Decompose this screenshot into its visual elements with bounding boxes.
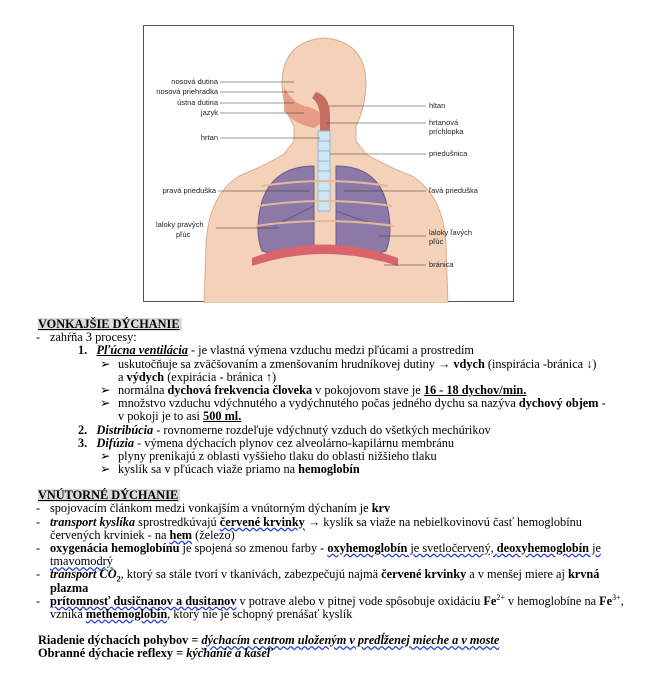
label-right-lung-lobes: laloky pravých (156, 220, 204, 229)
inner-heading: VNÚTORNÉ DÝCHANIE (38, 488, 179, 503)
label-nasal-septum: nosová priehradka (156, 87, 218, 96)
outer-intro: zahŕňa 3 procesy: (50, 330, 137, 345)
process-2: 2. Distribúcia - rovnomerne rozdeľuje vdýchnutý vzduch do všetkých mechúrikov (78, 422, 491, 437)
label-trachea: priedušnica (429, 149, 468, 158)
inner-line-1: - spojovacím článkom medzi vonkajším a vnútorným dýchaním je krv (36, 501, 391, 516)
bullet-volume: ➢ množstvo vzduchu vdýchnutého a vydýchnutého počas jedného dychu sa nazýva dychový objem - (100, 396, 606, 411)
label-left-lung-lobes: laloky ľavých (429, 228, 473, 237)
respiratory-system-figure (143, 25, 514, 302)
label-epiglottis: hrtanová (429, 118, 459, 127)
footer-line-2: Obranné dýchacie reflexy = kýchanie a kašeľ (38, 646, 274, 661)
bullet-frequency: ➢ normálna dychová frekvencia človeka v pokojovom stave je 16 - 18 dychov/min. (100, 382, 527, 397)
label-diaphragm: bránica (429, 260, 454, 269)
inner-line-3: - oxygenácia hemoglobínu je spojená so zmenou farby - oxyhemoglobín je svetločervený, deoxyhemoglobín je (36, 541, 601, 555)
label-right-lung-lobes-2: pľúc (176, 230, 191, 239)
document-body: VONKAJŠIE DÝCHANIE - zahŕňa 3 procesy: 1. Pľúcna ventilácia - je vlastná výmena vzduchu medzi pľúcami a prostredím ➢ uskutočňuje sa zväčšovaním a zmenšovaním hrudníkovej dutiny → vdych (inspirácia -bránica ↓) a výdych (expirácia - bránica ↑) ➢ normálna dychová frekvencia človeka v pokojovom stave je 16 - 18 dychov/min. ➢ množstvo vzduchu vdýchnutého a vydýchnutého počas jedného dychu sa nazýva dychový objem - v pokoji je to asi 500 ml. 2. Distribúcia - rovnomerne rozdeľuje vdýchnutý vzduch do všetkých mechúrikov 3. Difúzia - výmena dýchacích plynov cez alveolárno-kapilárnu membránu ➢ plyny prenikajú z oblasti vyššieho tlaku do oblasti nižšieho tlaku ➢ kyslík sa v pľúcach viaže priamo na hemoglobín VNÚTORNÉ DÝCHANIE - spojovacím článkom medzi vonkajším a vnútorným dýchaním je krv - transport kyslíka sprostredkúvajú červené krvinky → kyslík sa viaže na nebielkovinovú časť hemoglobínu červených krviniek - na hem (železo) - oxygenácia hemoglobínu je spojená so zmenou farby - oxyhemoglobín je svetločervený, deoxyhemoglobín je tmavomodrý - transport $CO_2$, ktorý sa stále tvorí v tkanivách, zabezpečujú najmä červené krvinky a v menšej miere aj krvná plazma - prítomnosť dusičnanov a dusitanov v potrave alebo v pitnej vode spôsobuje oxidáciu $Fe^{2+}$ v hemoglobíne na $Fe^{3+}$, vzniká methemoglobín, ktorý nie je schopný prenášať kyslík Riadenie dýchacích pohybov = dýchacím centrom uloženým v predĺženej mieche a v moste Obranné dýchacie reflexy = kýchanie a kašeľ (38, 318, 628, 661)
outer-heading: VONKAJŠIE DÝCHANIE (38, 317, 180, 331)
process-3: 3. Difúzia - výmena dýchacích plynov cez alveolárno-kapilárnu membránu (78, 435, 454, 450)
label-left-lung-lobes-2: pľúc (429, 237, 444, 246)
label-larynx: hrtan (200, 133, 218, 142)
bullet-ventilation: ➢ uskutočňuje sa zväčšovaním a zmenšovaním hrudníkovej dutiny → vdych (inspirácia -bránica ↓) (100, 356, 597, 371)
label-right-bronchus: pravá prieduška (162, 186, 216, 195)
label-left-bronchus: ľavá prieduška (429, 186, 478, 195)
inner-line-4: - transport $CO_2$, ktorý sa stále tvorí v tkanivách, zabezpečujú najmä červené krvinky a v menšej miere aj krvná (36, 567, 600, 584)
footer-line-1: Riadenie dýchacích pohybov = dýchacím centrom uloženým v predĺženej mieche a v moste (38, 633, 500, 648)
process-1: 1. Pľúcna ventilácia - je vlastná výmena vzduchu medzi pľúcami a prostredím (78, 343, 474, 358)
inner-line-2: - transport kyslíka sprostredkúvajú červené krvinky → kyslík sa viaže na nebielkovinovú časť hemoglobínu (36, 514, 582, 529)
label-nasal-cavity: nosová dutina (171, 77, 218, 86)
bullet-diffusion: ➢ plyny prenikajú z oblasti vyššieho tlaku do oblasti nižšieho tlaku (100, 448, 437, 463)
label-oral-cavity: ústna dutina (177, 98, 218, 107)
respiratory-anatomy-illustration (144, 26, 515, 303)
label-epiglottis-2: príchlopka (429, 127, 464, 136)
inner-line-5: - prítomnosť dusičnanov a dusitanov v potrave alebo v pitnej vode spôsobuje oxidáciu $Fe^{2+}$ v hemoglobíne na $Fe^{3+}$, (36, 592, 624, 608)
label-pharynx: hltan (429, 101, 446, 110)
bullet-oxygen: ➢ kyslík sa v pľúcach viaže priamo na hemoglobín (100, 462, 360, 477)
label-tongue: jazyk (200, 108, 218, 117)
